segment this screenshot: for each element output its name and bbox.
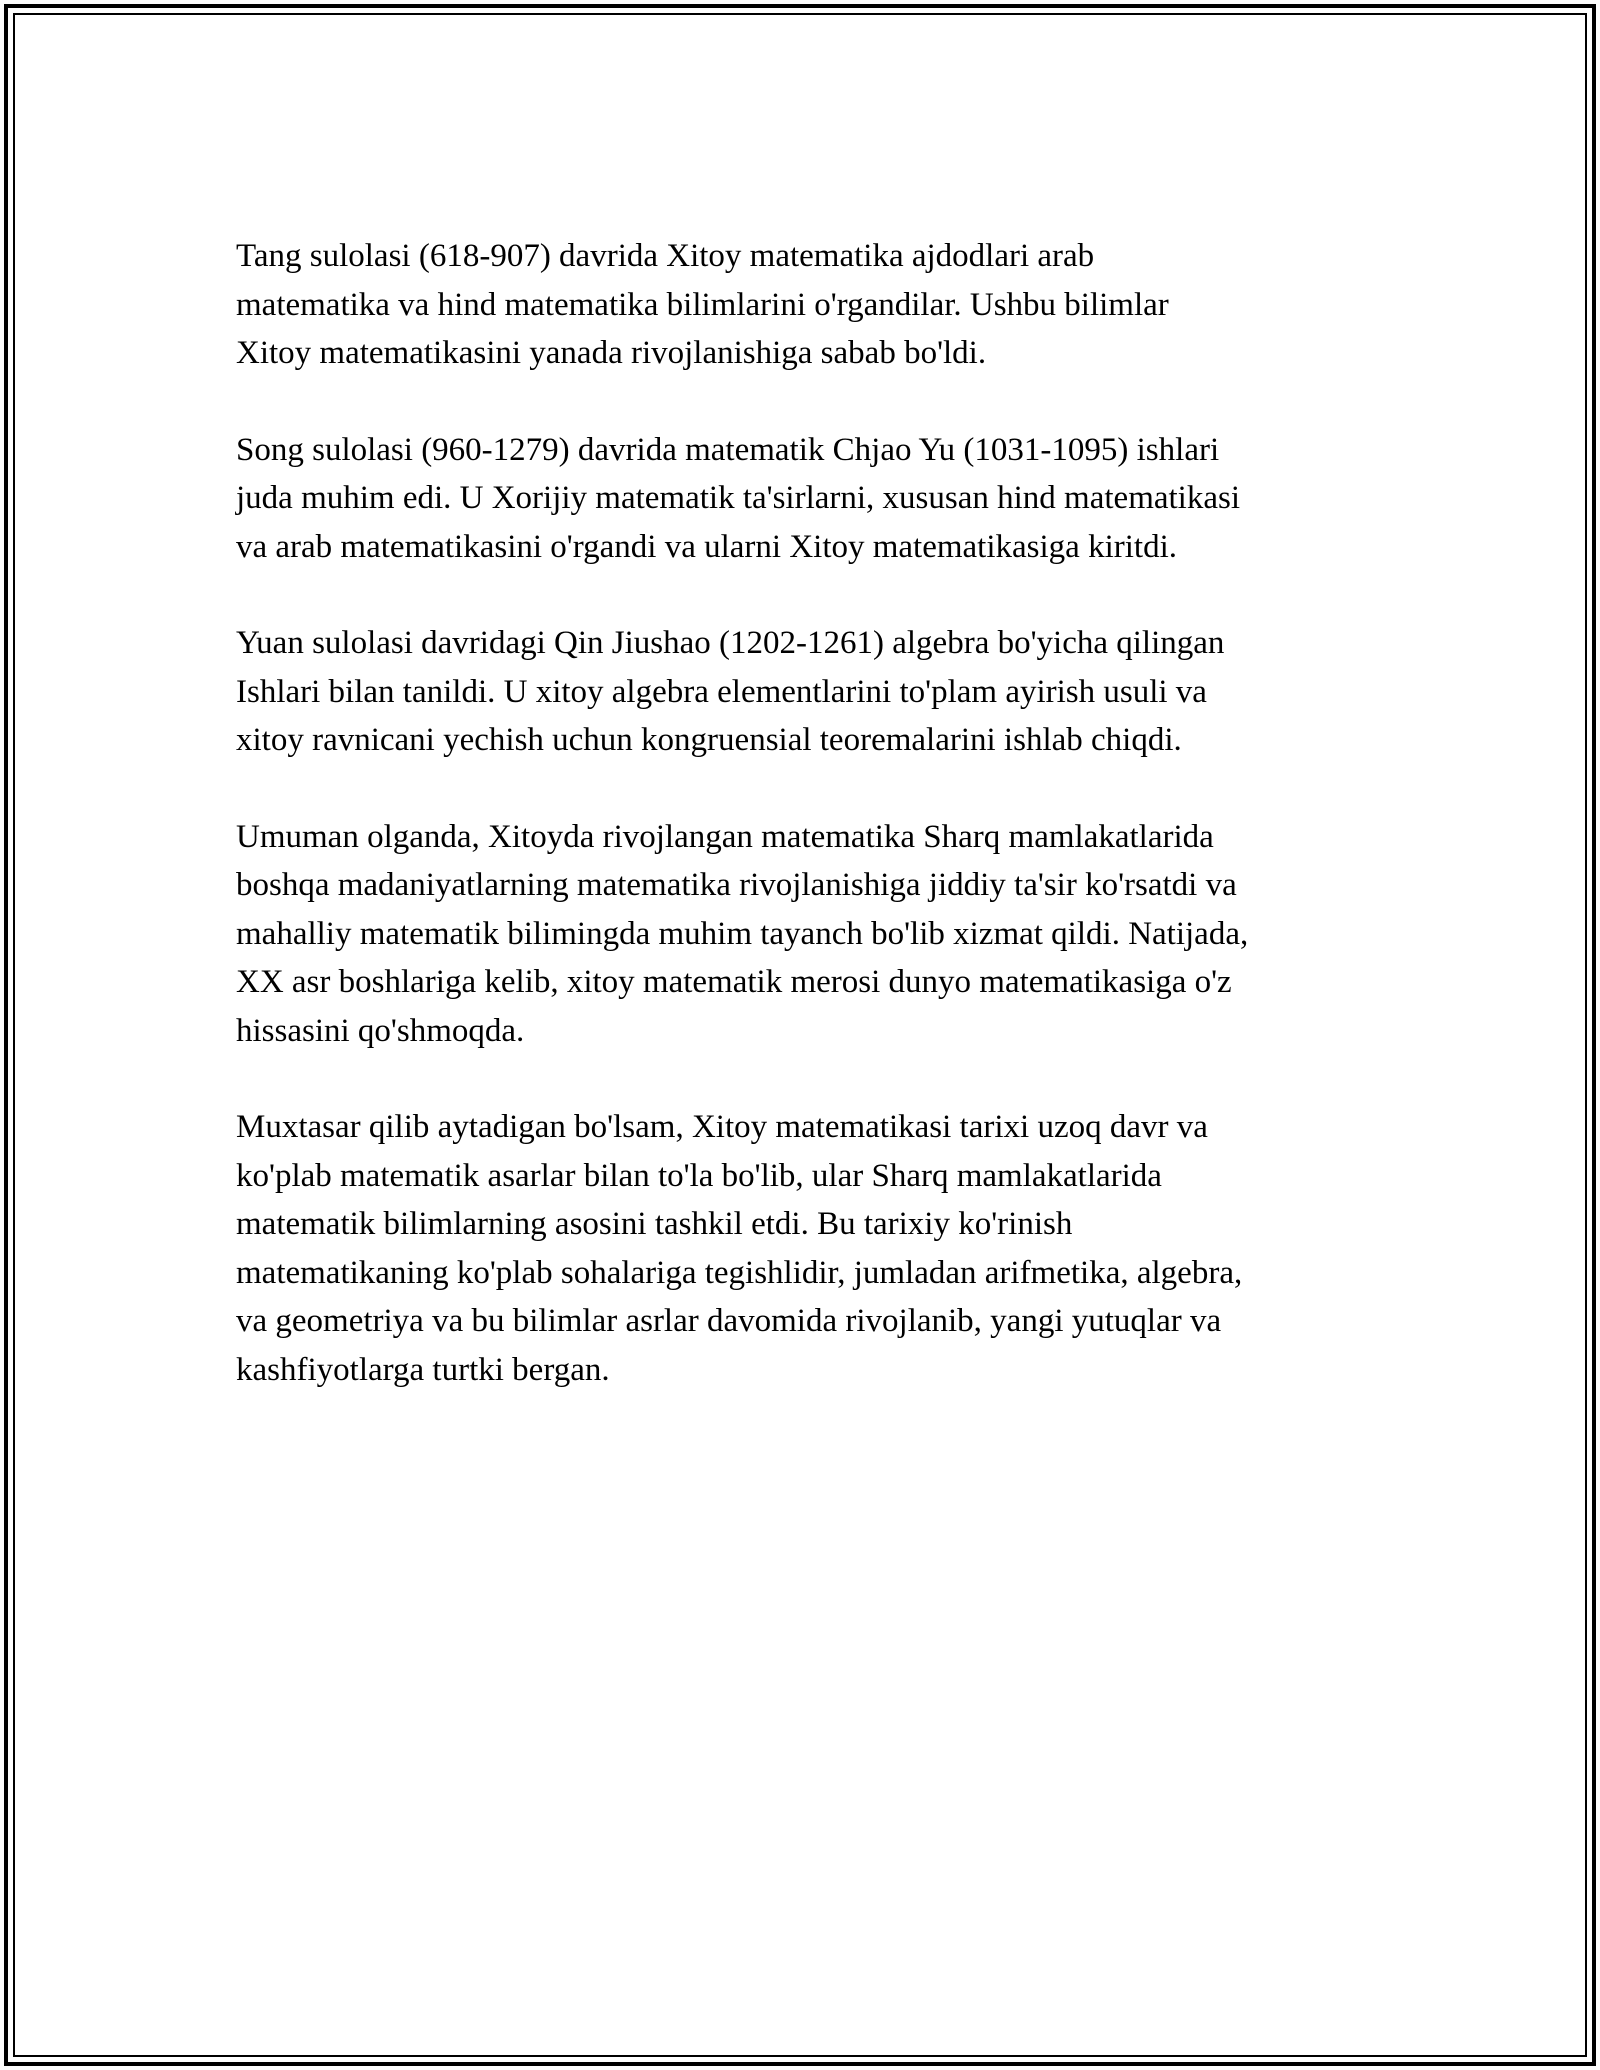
text-line: Umuman olganda, Xitoyda rivojlangan matematika Sharq mamlakatlarida (236, 818, 1214, 855)
document-body (236, 232, 1396, 1442)
text-line: Tang sulolasi (618-907) davrida Xitoy matematika ajdodlari arab (236, 238, 1095, 274)
paragraph-yuan-dynasty (236, 619, 1396, 765)
text-line: matematik bilimlarning asosini tashkil etdi. Bu tarixiy ko'rinish (236, 1206, 1073, 1242)
text-line: Ishlari bilan tanildi. U xitoy algebra elementlarini to'plam ayirish usuli va (236, 673, 1207, 710)
text-line: va arab matematikasini o'rgandi va ularni Xitoy matematikasiga kiritdi. (236, 528, 1177, 565)
text-line: Xitoy matematikasini yanada rivojlanishiga sabab bo'ldi. (236, 335, 987, 371)
text-line: Yuan sulolasi davridagi Qin Jiushao (1202-1261) algebra bo'yicha qilingan (236, 625, 1225, 661)
text-line: ko'plab matematik asarlar bilan to'la bo'lib, ular Sharq mamlakatlarida (236, 1157, 1162, 1194)
text-line: Muxtasar qilib aytadigan bo'lsam, Xitoy matematikasi tarixi uzoq davr va (236, 1109, 1208, 1145)
text-line: kashfiyotlarga turtki bergan. (236, 1351, 610, 1388)
paragraph-song-dynasty (236, 426, 1396, 572)
paragraph-tang-dynasty (236, 232, 1396, 378)
text-line: xitoy ravnicani yechish uchun kongruensial teoremalarini ishlab chiqdi. (236, 722, 1182, 758)
text-line: juda muhim edi. U Xorijiy matematik ta'sirlarni, xususan hind matematikasi (236, 480, 1241, 516)
text-line: boshqa madaniyatlarning matematika rivojlanishiga jiddiy ta'sir ko'rsatdi va (236, 867, 1237, 903)
paragraph-summary (236, 1103, 1396, 1394)
text-line: va geometriya va bu bilimlar asrlar davomida rivojlanib, yangi yutuqlar va (236, 1303, 1222, 1339)
text-line: XX asr boshlariga kelib, xitoy matematik merosi dunyo matematikasiga o'z (236, 964, 1232, 1000)
text-line: hissasini qo'shmoqda. (236, 1012, 525, 1049)
text-line: mahalliy matematik bilimingda muhim tayanch bo'lib xizmat qildi. Natijada, (236, 915, 1249, 952)
text-line: matematikaning ko'plab sohalariga tegishlidir, jumladan arifmetika, algebra, (236, 1254, 1243, 1291)
text-line: Song sulolasi (960-1279) davrida matematik Chjao Yu (1031-1095) ishlari (236, 431, 1220, 468)
text-line: matematika va hind matematika bilimlarini o'rgandilar. Ushbu bilimlar (236, 286, 1169, 323)
paragraph-general-influence (236, 813, 1396, 1056)
